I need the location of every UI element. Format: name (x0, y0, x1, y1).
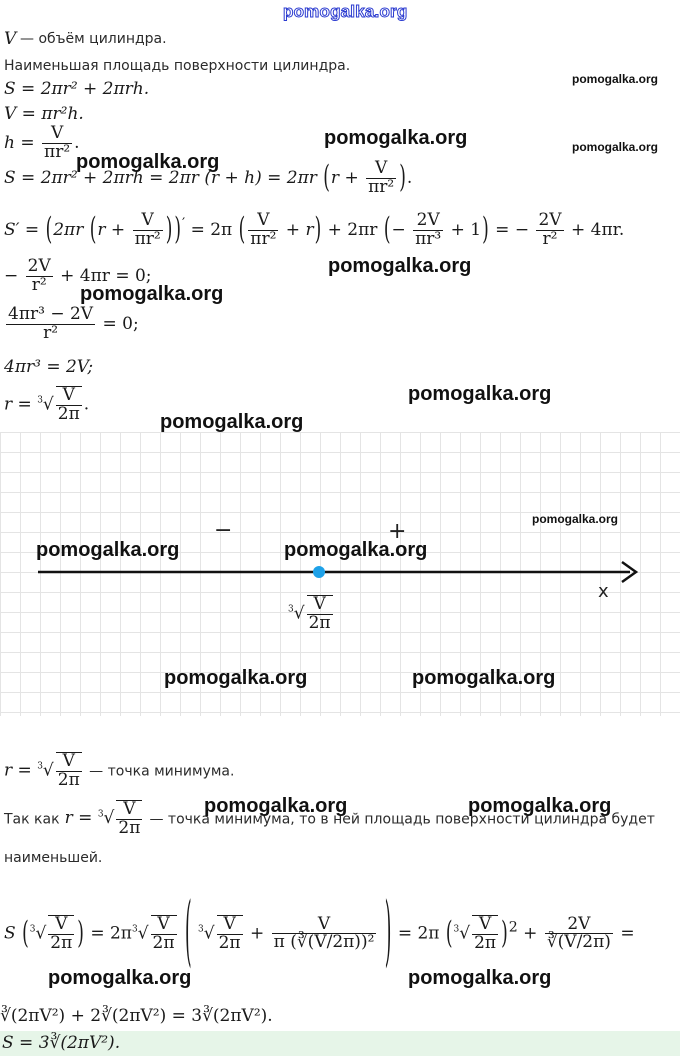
equation-3: 4πr³ = 2V; (4, 357, 94, 377)
v-formula: V = πr²h. (4, 104, 84, 124)
watermark: pomogalka.org (160, 411, 304, 433)
watermark: pomogalka.org (204, 795, 348, 817)
watermark: pomogalka.org (572, 72, 659, 86)
min-point-line: r = $^3$√ $\frac{V}{2\pi}$ — точка минимума. (4, 751, 235, 790)
since-line: Так как r = $^3$√ $\frac{V}{2\pi}$ — точка минимума, то в ней площадь поверхности цилиндра будет (4, 799, 655, 838)
watermark: pomogalka.org (164, 667, 308, 689)
task-line: Наименьшая площадь поверхности цилиндра. (4, 58, 351, 74)
v-definition: — объём цилиндра. (20, 31, 167, 47)
watermark: pomogalka.org (408, 967, 552, 989)
simplified-line: ∛(2πV²) + 2∛(2πV²) = 3∛(2πV²). (0, 1006, 273, 1026)
s-formula: S = 2πr² + 2πrh. (4, 79, 150, 99)
watermark: pomogalka.org (572, 140, 659, 154)
v-symbol: V (4, 29, 17, 49)
derivative-formula: S′ = (2πr (r + $\frac{V}{\text{πr²}}$ ) )′ = 2π ( $\frac{V}{\text{πr²}}$ + r) + 2πr (− $\frac{2V}{\text{πr³}}$ + 1) = − $\frac{2V}{\text{r²}}$ + 4πr. (4, 210, 625, 249)
top-watermark: pomogalka.org (283, 2, 408, 21)
watermark: pomogalka.org (408, 383, 552, 405)
watermark: pomogalka.org (324, 127, 468, 149)
minus-interval-sign: − (214, 518, 233, 543)
watermark: pomogalka.org (412, 667, 556, 689)
watermark: pomogalka.org (328, 255, 472, 277)
watermark: pomogalka.org (76, 151, 220, 173)
equation-1: − $\frac{2V}{\text{r²}}$ + 4πr = 0; (4, 256, 152, 295)
equation-2: $\frac{\text{4πr³ − 2V}}{\text{r²}}$ = 0; (8, 304, 139, 343)
plus-interval-sign: + (388, 519, 407, 544)
watermark: pomogalka.org (36, 539, 180, 561)
substitution-line: S ($^3$√ $\frac{V}{2\pi}$ ) = $2\pi^3√$ $\frac{V}{2\pi}$ ( $^3$√ $\frac{V}{2\pi}$ + $\frac{V}{\text{π (∛(V/2π))²}}$ ) = 2π ($^3$√ $\frac{V}{2\pi}$ )$^2$ + $\frac{2V}{∛(V/2\pi)}$ = (4, 888, 635, 979)
s-expanded-formula: S = 2πr² + 2πrh = 2πr (r + h) = 2πr (r + $\frac{V}{\text{πr²}}$ ). (4, 158, 413, 197)
final-answer: S = 3∛(2πV²). (2, 1033, 121, 1053)
point-label: $^3$√ $\frac{V}{2\pi}$ (288, 594, 331, 633)
h-formula: h = $\frac{V}{\text{πr²}}$ . (4, 123, 80, 162)
critical-point (313, 566, 325, 578)
since-line-end: наименьшей. (4, 850, 103, 866)
r-result: r = $^3$√ $\frac{V}{2\pi}$ . (4, 385, 90, 424)
watermark: pomogalka.org (532, 512, 619, 526)
watermark: pomogalka.org (80, 283, 224, 305)
watermark: pomogalka.org (468, 795, 612, 817)
watermark: pomogalka.org (284, 539, 428, 561)
axis-label: x (598, 581, 609, 602)
number-line-svg (0, 432, 680, 716)
watermark: pomogalka.org (48, 967, 192, 989)
